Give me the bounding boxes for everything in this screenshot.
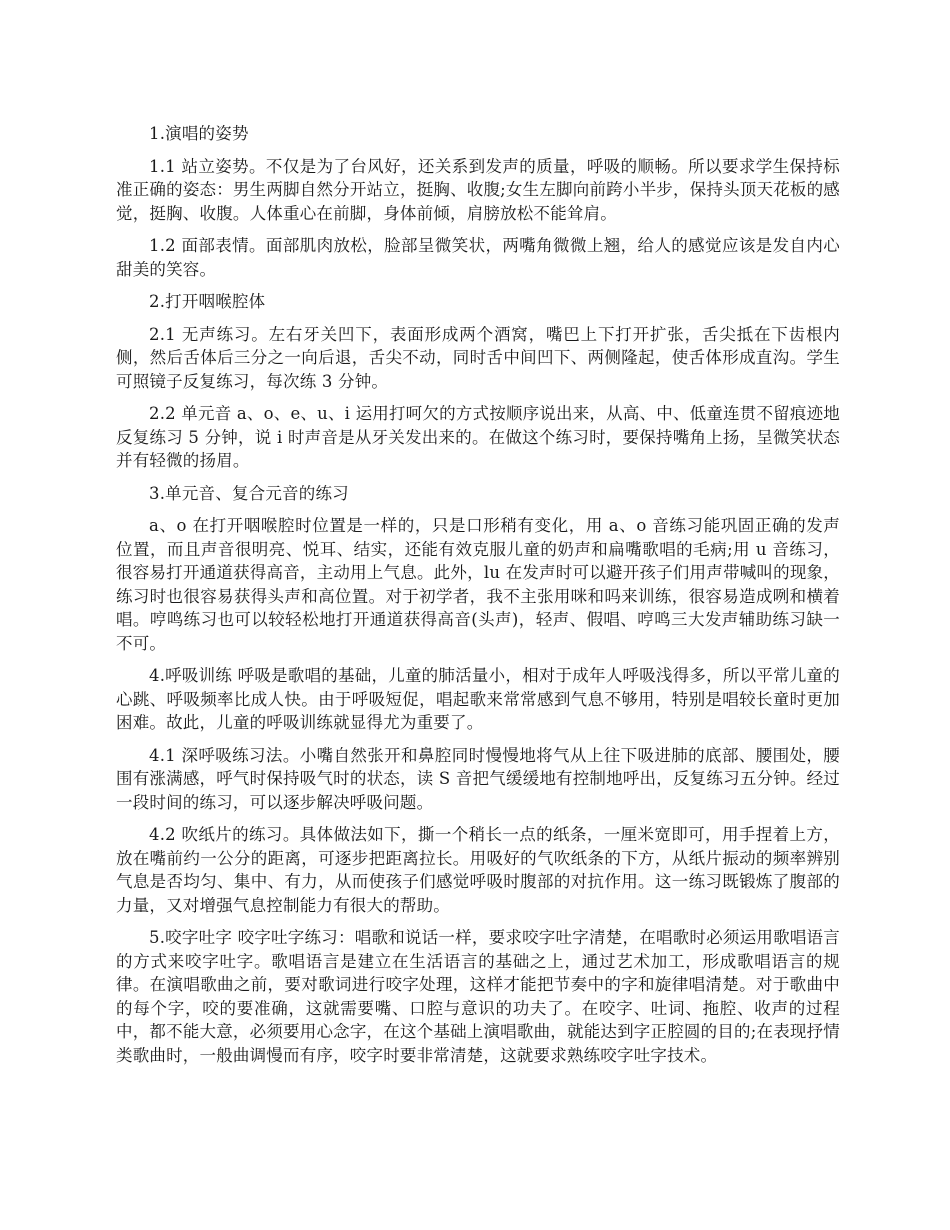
heading-vowel-practice: 3.单元音、复合元音的练习 bbox=[149, 483, 349, 503]
paragraph-single-vowels: 2.2 单元音 a、o、e、u、i 运用打呵欠的方式按顺序说出来，从高、中、低童连贯不留痕迹地反复练习 5 分钟，说 i 时声音是从牙关发出来的。在做这个练习时，要保持嘴角上扬，呈微笑状态并有轻微的扬眉。 bbox=[116, 404, 840, 470]
paragraph-articulation: 5.咬字吐字 咬字吐字练习：唱歌和说话一样，要求咬字吐字清楚，在唱歌时必须运用歌唱语言的方式来咬字吐字。歌唱语言是建立在生活语言的基础之上，通过艺术加工，形成歌唱语言的规律。在演唱歌曲之前，要对歌词进行咬字处理，这样才能把节奏中的字和旋律唱清楚。对于歌曲中的每个字，咬的要准确，这就需要嘴、口腔与意识的功夫了。在咬字、吐词、拖腔、收声的过程中，都不能大意，必须要用心念字，在这个基础上演唱歌曲，就能达到字正腔圆的目的;在表现抒情类歌曲时，一般曲调慢而有序，咬字时要非常清楚，这就要求熟练咬字吐字技术。 bbox=[116, 928, 840, 1065]
paragraph-facial-expression: 1.2 面部表情。面部肌肉放松，脸部呈微笑状，两嘴角微微上翘，给人的感觉应该是发自内心甜美的笑容。 bbox=[116, 236, 840, 279]
paragraph-standing-posture: 1.1 站立姿势。不仅是为了台风好，还关系到发声的质量，呼吸的顺畅。所以要求学生保持标准正确的姿态：男生两脚自然分开站立，挺胸、收腹;女生左脚向前跨小半步，保持头顶天花板的感觉，挺胸、收腹。人体重心在前脚，身体前倾，肩膀放松不能耸肩。 bbox=[116, 156, 840, 223]
paragraph-vowel-practice: a、o 在打开咽喉腔时位置是一样的，只是口形稍有变化，用 a、o 音练习能巩固正确的发声位置，而且声音很明亮、悦耳、结实，还能有效克服儿童的奶声和扁嘴歌唱的毛病;用 u 音练习，很容易打开通道获得高音，主动用上气息。此外，lu 在发声时可以避开孩子们用声带喊叫的现象，练习时也很容易获得头声和高位置。对于初学者，我不主张用咪和吗来训练，很容易造成咧和横着唱。哼鸣练习也可以较轻松地打开通道获得高音(头声)，轻声、假唱、哼鸣三大发声辅助练习缺一不可。 bbox=[116, 516, 840, 653]
paragraph-paper-blowing: 4.2 吹纸片的练习。具体做法如下，撕一个稍长一点的纸条，一厘米宽即可，用手捏着上方，放在嘴前约一公分的距离，可逐步把距离拉长。用吸好的气吹纸条的下方，从纸片振动的频率辨别气息是否均匀、集中、有力，从而使孩子们感觉呼吸时腹部的对抗作用。这一练习既锻炼了腹部的力量，又对增强气息控制能力有很大的帮助。 bbox=[116, 825, 840, 915]
paragraph-breathing-training: 4.呼吸训练 呼吸是歌唱的基础，儿童的肺活量小，相对于成年人呼吸浅得多，所以平常儿童的心跳、呼吸频率比成人快。由于呼吸短促，唱起歌来常常感到气息不够用，特别是唱较长童时更加困难。故此，儿童的呼吸训练就显得尤为重要了。 bbox=[116, 666, 840, 732]
document-body bbox=[116, 122, 840, 1076]
heading-posture: 1.演唱的姿势 bbox=[149, 124, 249, 143]
paragraph-deep-breathing: 4.1 深呼吸练习法。小嘴自然张开和鼻腔同时慢慢地将气从上往下吸进肺的底部、腰围处，腰围有涨满感，呼气时保持吸气时的状态，读 S 音把气缓缓地有控制地呼出，反复练习五分钟。经过一段时间的练习，可以逐步解决呼吸问题。 bbox=[116, 745, 840, 812]
heading-open-throat: 2.打开咽喉腔体 bbox=[149, 292, 266, 311]
paragraph-silent-practice: 2.1 无声练习。左右牙关凹下，表面形成两个酒窝，嘴巴上下打开扩张，舌尖抵在下齿根内侧，然后舌体后三分之一向后退，舌尖不动，同时舌中间凹下、两侧隆起，使舌体形成直沟。学生可照镜子反复练习，每次练 3 分钟。 bbox=[116, 324, 840, 391]
